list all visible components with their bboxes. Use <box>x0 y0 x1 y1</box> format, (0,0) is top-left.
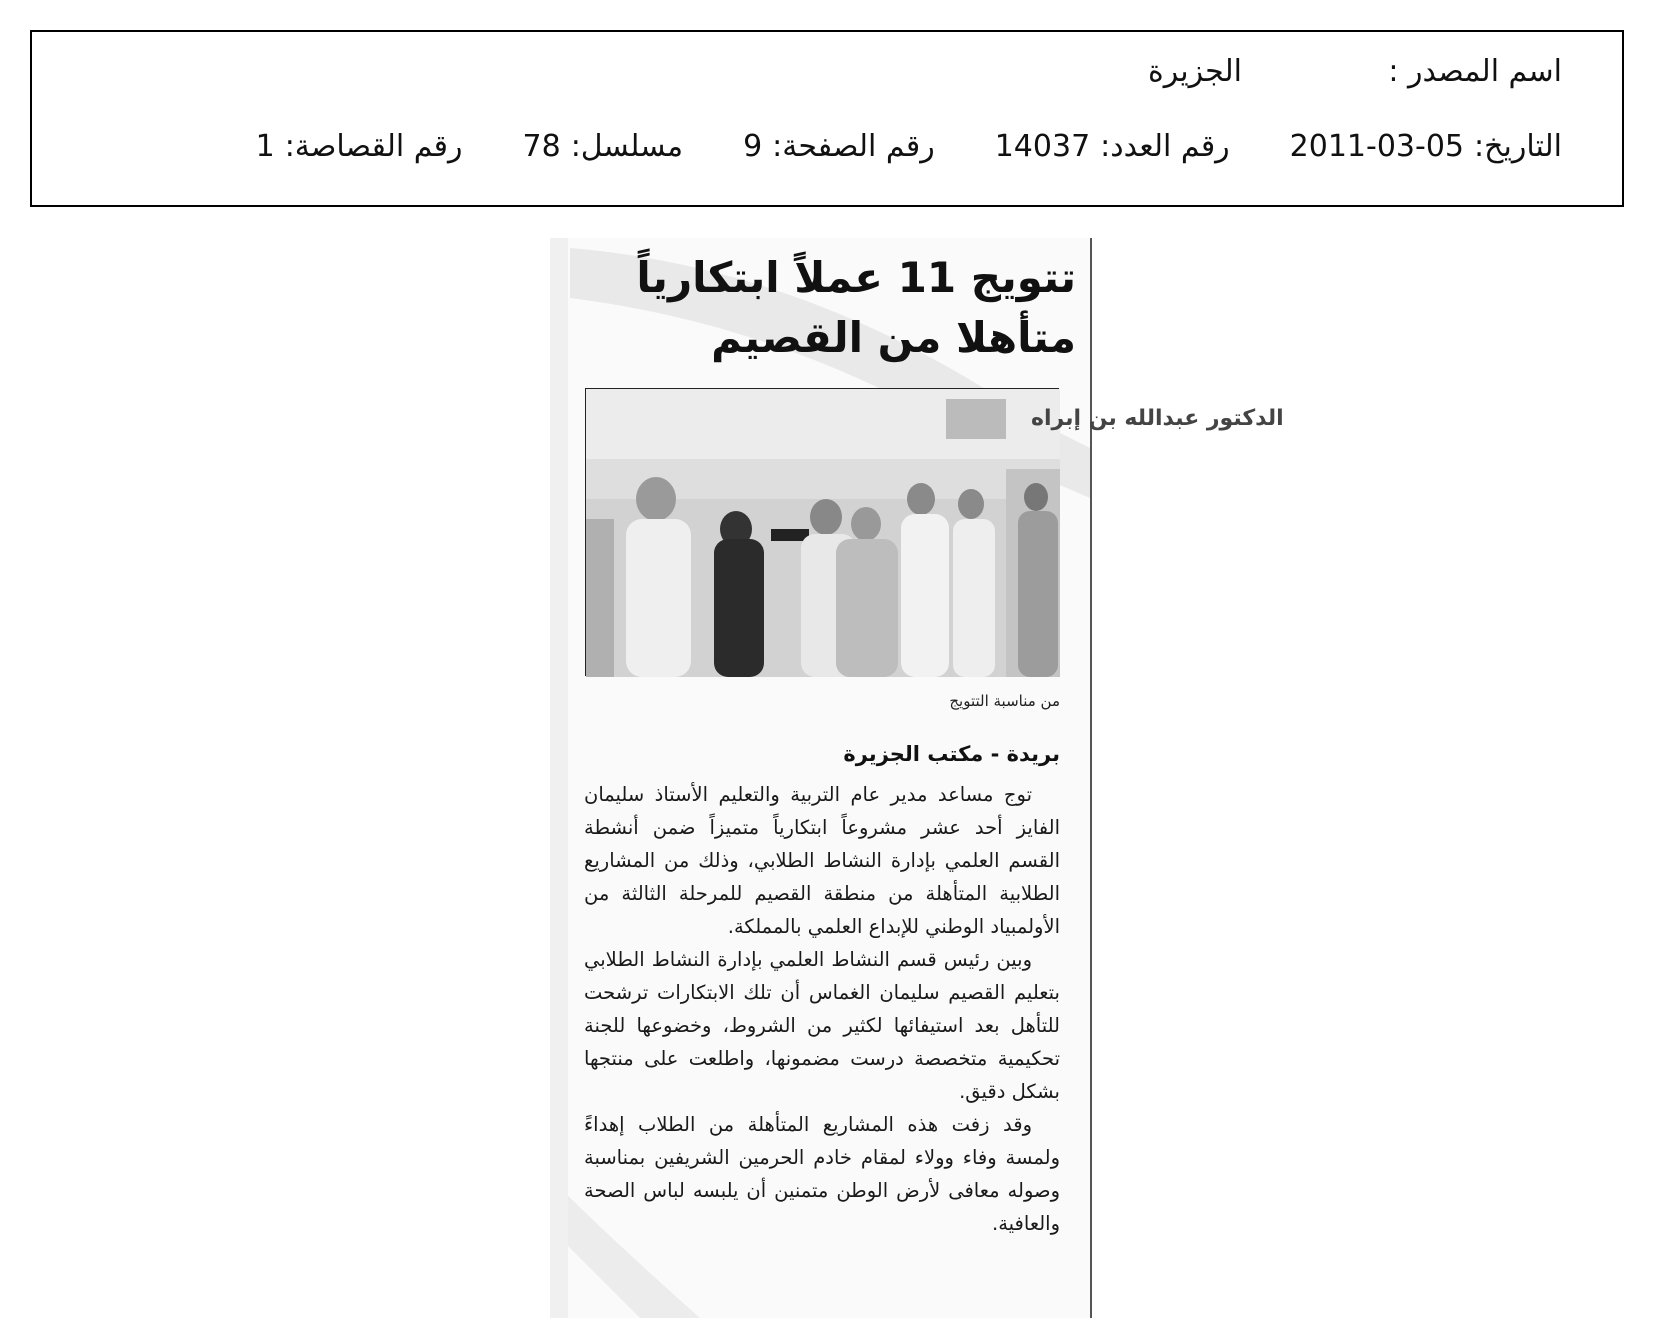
serial-value: 78 <box>522 129 561 164</box>
page-value: 9 <box>743 129 763 164</box>
issue-label: رقم العدد: <box>1100 129 1230 164</box>
clip-value: 1 <box>255 129 275 164</box>
page-field <box>743 127 935 167</box>
clip-label: رقم القصاصة: <box>284 129 463 164</box>
column-divider <box>1090 238 1092 1318</box>
serial-label: مسلسل: <box>570 129 684 164</box>
source-label: اسم المصدر : <box>1388 54 1562 89</box>
issue-field <box>995 127 1230 167</box>
paragraph: توج مساعد مدير عام التربية والتعليم الأستاذ سليمان الفايز أحد عشر مشروعاً ابتكارياً متميزاً ضمن أنشطة القسم العلمي بإدارة النشاط الطلابي، وذلك من المشاريع الطلابية المتأهلة من منطقة القصيم للمرحلة الثالثة من الأولمبياد الوطني للإبداع العلمي بالمملكة. <box>584 783 1060 938</box>
article-body <box>584 778 1060 1240</box>
clip-field <box>256 127 463 167</box>
photo-banner-text: الدكتور عبدالله بن إبراه <box>1031 406 1284 431</box>
details-row <box>256 127 1562 167</box>
paragraph: وقد زفت هذه المشاريع المتأهلة من الطلاب إهداءً ولمسة وفاء وولاء لمقام خادم الحرمين الشريفين بمناسبة وصوله معافى لأرض الوطن متمنين أن يلبسه لباس الصحة والعافية. <box>584 1113 1060 1235</box>
article-headline <box>556 248 1076 368</box>
paragraph: وبين رئيس قسم النشاط العلمي بإدارة النشاط الطلابي بتعليم القصيم سليمان الغماس أن تلك الابتكارات ترشحت للتأهل بعد استيفائها لكثير من الشروط، وخضوعها للجنة تحكيمية متخصصة درست مضمونها، واطلعت على منتجها بشكل دقيق. <box>584 948 1060 1103</box>
source-metadata-box <box>30 30 1624 207</box>
photo-caption: من مناسبة التتويج <box>949 692 1060 710</box>
ceremony-photo-illustration <box>586 389 1284 677</box>
source-row <box>1148 52 1562 92</box>
serial-field <box>523 127 684 167</box>
headline-line-1: تتويج 11 عملاً ابتكارياً <box>636 253 1076 302</box>
date-value: 2011-03-05 <box>1289 129 1465 164</box>
article-byline: بريدة - مكتب الجزيرة <box>843 742 1060 766</box>
date-label: التاريخ: <box>1474 129 1562 164</box>
issue-value: 14037 <box>994 129 1091 164</box>
article-photo <box>585 388 1284 676</box>
date-field <box>1290 127 1562 167</box>
page-label: رقم الصفحة: <box>772 129 935 164</box>
source-value: الجزيرة <box>1147 54 1242 89</box>
headline-line-2: متأهلا من القصيم <box>711 313 1076 362</box>
